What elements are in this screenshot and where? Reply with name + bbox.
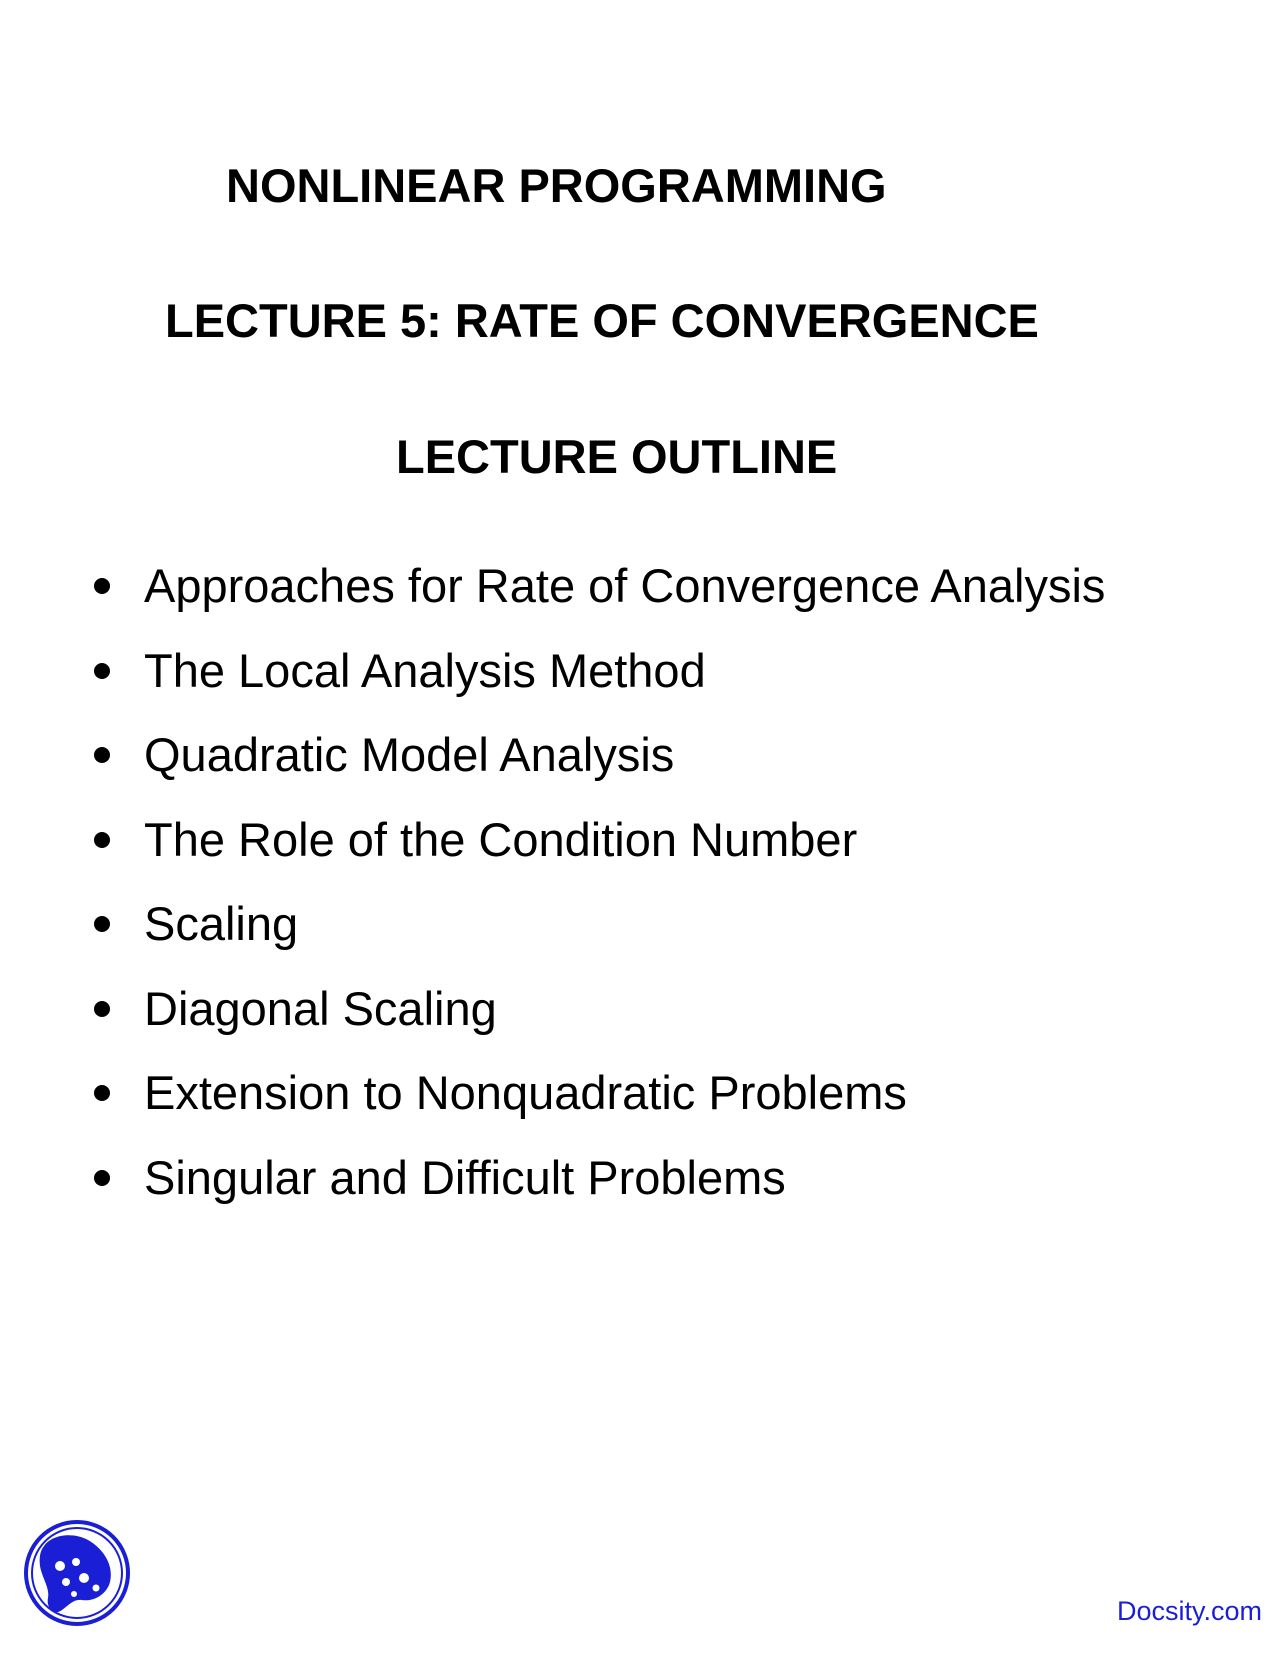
bullet-icon [94,663,110,679]
outline-list [86,558,1105,1234]
bullet-icon [94,832,110,848]
bullet-icon [94,916,110,932]
list-item [86,558,1105,643]
bullet-icon [94,578,110,594]
bullet-icon [94,1085,110,1101]
lecture-title: LECTURE 5: RATE OF CONVERGENCE [165,294,1039,347]
list-item [86,896,1105,981]
list-item [86,981,1105,1066]
list-item-label: The Role of the Condition Number [144,812,858,866]
list-item-label: Singular and Difficult Problems [144,1150,786,1204]
list-item [86,1150,1105,1235]
list-item-label: Quadratic Model Analysis [144,728,675,781]
bullet-icon [94,747,110,763]
list-item-label: The Local Analysis Method [144,643,706,697]
list-item-label: Extension to Nonquadratic Problems [144,1066,907,1119]
list-item [86,643,1105,728]
list-item [86,812,1105,897]
list-item [86,727,1105,812]
list-item-label: Scaling [144,897,299,950]
list-item-label: Approaches for Rate of Convergence Analysis [144,559,1106,612]
docsity-link[interactable]: Docsity.com [1116,1596,1262,1626]
section-title: LECTURE OUTLINE [396,430,838,483]
list-item [86,1065,1105,1150]
course-title: NONLINEAR PROGRAMMING [226,159,887,212]
list-item-label: Diagonal Scaling [144,981,497,1035]
bullet-icon [94,1170,110,1186]
bullet-icon [94,1001,110,1017]
docsity-logo-graphic [22,1518,132,1628]
docsity-logo-icon[interactable] [22,1518,132,1628]
